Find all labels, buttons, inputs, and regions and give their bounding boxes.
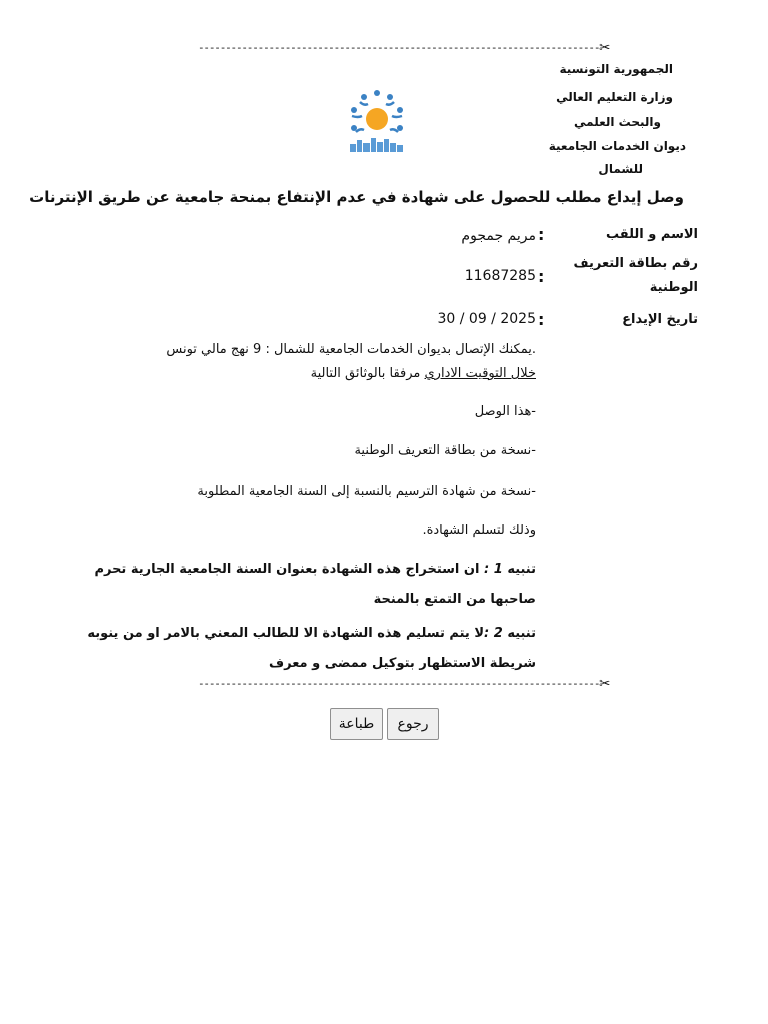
office-hours-rest: مرفقا بالوثائق التالية: [310, 366, 425, 381]
note1-prefix: تنبيه: [507, 562, 536, 577]
note2-number: 2 :: [484, 626, 503, 641]
id-value: 11687285: [464, 268, 536, 284]
header-research: والبحث العلمي: [574, 115, 661, 129]
name-value: مريم جمجوم: [461, 228, 536, 244]
note2-prefix: تنبيه: [507, 626, 536, 641]
cut-line-dashes: --------------------------------------------------------------------------: [198, 41, 600, 54]
header-region: للشمال: [598, 162, 643, 176]
top-cut-line: [198, 37, 611, 59]
header-republic: الجمهورية التونسية: [559, 62, 673, 76]
warning-note-2: [76, 619, 536, 679]
header-ministry: وزارة التعليم العالي: [556, 90, 673, 104]
office-hours-underlined: خلال التوقيت الاداري: [424, 366, 536, 381]
id-label-line1: رقم بطاقة التعريف: [573, 256, 698, 271]
date-colon: :: [538, 310, 545, 329]
closing-line: وذلك لتسلم الشهادة.: [422, 523, 536, 538]
contact-line: .يمكنك الإتصال بديوان الخدمات الجامعية للشمال : 9 نهج مالي تونس: [166, 342, 536, 357]
required-doc-enrollment: -نسخة من شهادة الترسيم بالنسبة إلى السنة الجامعية المطلوبة: [197, 484, 536, 499]
bottom-cut-line: [198, 673, 611, 695]
note1-text: ان استخراج هذه الشهادة بعنوان السنة الجامعية الجارية تحرم صاحبها من التمتع بالمنحة: [94, 562, 536, 607]
warning-note-1: [76, 555, 536, 615]
print-button[interactable]: طباعة: [330, 708, 383, 740]
office-hours-line: [76, 366, 536, 381]
date-label: تاريخ الإيداع: [622, 312, 698, 327]
note1-number: 1 :: [484, 562, 503, 577]
id-colon: :: [538, 267, 545, 286]
cut-line-dashes: --------------------------------------------------------------------------: [198, 677, 600, 690]
scissors-icon: ✂: [599, 37, 611, 58]
required-doc-receipt: -هذا الوصل: [474, 404, 536, 419]
date-value: 2025 / 09 / 30: [437, 311, 536, 327]
note2-text: لا يتم تسليم هذه الشهادة الا للطالب المعني بالامر او من ينوبه شريطة الاستظهار بتوكيل ممضى و معرف: [87, 626, 536, 671]
page-title: وصل إيداع مطلب للحصول على شهادة في عدم الإنتفاع بمنحة جامعية عن طريق الإنترنات: [29, 188, 684, 206]
header-office: ديوان الخدمات الجامعية: [548, 139, 686, 153]
name-label: الاسم و اللقب: [605, 227, 698, 242]
organization-logo: [346, 88, 408, 154]
required-doc-id-copy: -نسخة من بطاقة التعريف الوطنية: [354, 443, 536, 458]
id-label-line2: الوطنية: [649, 280, 698, 295]
sun-people-city-icon: [346, 88, 408, 154]
name-colon: :: [538, 225, 545, 244]
scissors-icon: ✂: [599, 673, 611, 694]
back-button[interactable]: رجوع: [387, 708, 439, 740]
